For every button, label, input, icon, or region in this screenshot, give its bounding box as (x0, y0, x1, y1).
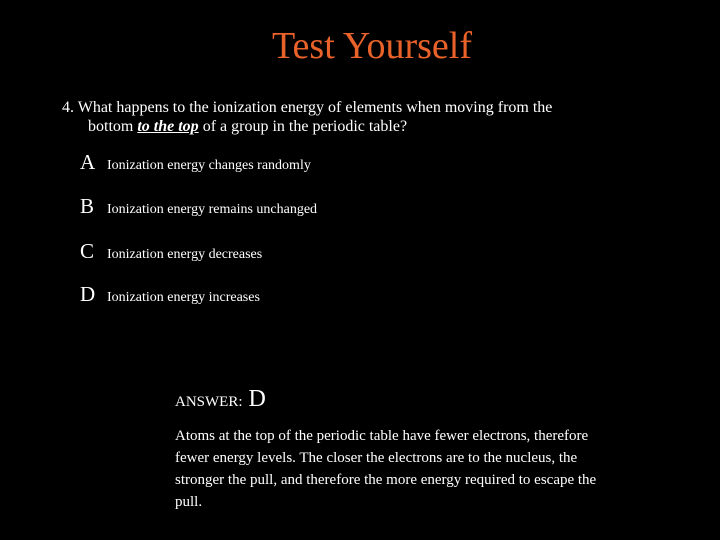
option-b-text: Ionization energy remains unchanged (107, 202, 318, 217)
option-b[interactable] (80, 194, 317, 220)
answer-letter: D (248, 386, 266, 412)
question-line-2-end: of a group in the periodic table? (198, 118, 408, 135)
option-d-text: Ionization energy increases (107, 290, 260, 305)
slide-title: Test Yourself (271, 25, 473, 67)
answer-explanation: Atoms at the top of the periodic table have fewer electrons, therefore fewer energy levels. The closer the electrons are to the nucleus, the stronger the pull, and therefore the more energy required to escape the pull. (175, 428, 597, 510)
question-line-2 (62, 117, 642, 136)
question-text (62, 98, 642, 136)
option-a-letter: A (80, 150, 96, 174)
question-emphasis: to the top (137, 118, 199, 135)
option-d-letter: D (80, 282, 96, 306)
answer-row (175, 386, 266, 413)
option-c[interactable] (80, 239, 262, 265)
option-c-text: Ionization energy decreases (107, 247, 263, 262)
question-line-2-start: bottom (88, 118, 138, 135)
option-d[interactable] (80, 282, 260, 308)
option-a-text: Ionization energy changes randomly (107, 158, 311, 173)
option-a[interactable] (80, 150, 311, 176)
option-b-letter: B (80, 194, 95, 218)
answer-label: ANSWER: (175, 394, 243, 410)
question-line-1: 4. What happens to the ionization energy of elements when moving from the (62, 99, 553, 116)
option-c-letter: C (80, 239, 95, 263)
